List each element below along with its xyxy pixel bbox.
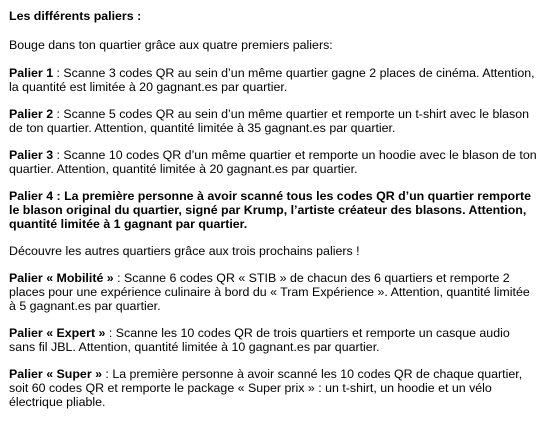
intro-text: Bouge dans ton quartier grâce aux quatre premiers paliers: xyxy=(9,38,333,52)
palier-2-sep: : xyxy=(53,107,64,121)
palier-super xyxy=(9,367,539,409)
palier-1-sep: : xyxy=(53,66,64,80)
palier-4-text: La première personne à avoir scanné tous les codes QR d’un quartier remporte le blason original du quartier, signé par Krump, l’artiste créateur des blasons. Attention, quantité limitée à 1 gagnant par quartier. xyxy=(9,189,531,231)
palier-2-text: Scanne 5 codes QR au sein d’un même quartier et remporte un t-shirt avec le blason de ton quartier. Attention, quantité limitée à 35 gagnant.es par quartier. xyxy=(9,107,530,135)
palier-4-sep: : xyxy=(53,189,65,203)
palier-2 xyxy=(9,107,539,135)
palier-3-sep: : xyxy=(53,148,64,162)
palier-1 xyxy=(9,66,539,94)
palier-2-label: Palier 2 xyxy=(9,107,54,121)
palier-super-sep: : xyxy=(101,367,113,381)
palier-3-label: Palier 3 xyxy=(9,148,54,162)
palier-mobilite-label: Palier « Mobilité » xyxy=(9,271,114,285)
palier-mobilite-text: Scanne 6 codes QR « STIB » de chacun des 6 quartiers et remporte 2 places pour une expérience culinaire à bord du « Tram Expérience ». Attention, quantité limitée à 5 gagnant.es par quartier. xyxy=(9,271,530,313)
palier-super-text: La première personne à avoir scanné les 10 codes QR de chaque quartier, soit 60 codes QR et remporte le package « Super prix » : un t-shirt, un hoodie et un vélo électrique pliable. xyxy=(9,367,523,409)
palier-mobilite-sep: : xyxy=(113,271,124,285)
document xyxy=(9,9,539,422)
section-title: Les différents paliers : xyxy=(9,9,142,23)
palier-4-label: Palier 4 xyxy=(9,189,54,203)
palier-3-text: Scanne 10 codes QR d’un même quartier et remporte un hoodie avec le blason de ton quartier. Attention, quantité limitée à 20 gagnant.es par quartier. xyxy=(9,148,537,176)
palier-1-label: Palier 1 xyxy=(9,66,54,80)
palier-4 xyxy=(9,189,539,231)
palier-super-label: Palier « Super » xyxy=(9,367,102,381)
intro-text-2: Découvre les autres quartiers grâce aux trois prochains paliers ! xyxy=(9,244,360,258)
palier-expert-label: Palier « Expert » xyxy=(9,326,106,340)
palier-3 xyxy=(9,148,539,176)
palier-mobilite xyxy=(9,271,539,313)
palier-expert-sep: : xyxy=(105,326,116,340)
palier-expert-text: Scanne les 10 codes QR de trois quartiers et remporte un casque audio sans fil JBL. Attention, quantité limitée à 10 gagnant.es par quartier. xyxy=(9,326,510,354)
palier-expert xyxy=(9,326,539,354)
palier-1-text: Scanne 3 codes QR au sein d’un même quartier gagne 2 places de cinéma. Attention, la quantité est limitée à 20 gagnant.es par quartier. xyxy=(9,66,535,94)
